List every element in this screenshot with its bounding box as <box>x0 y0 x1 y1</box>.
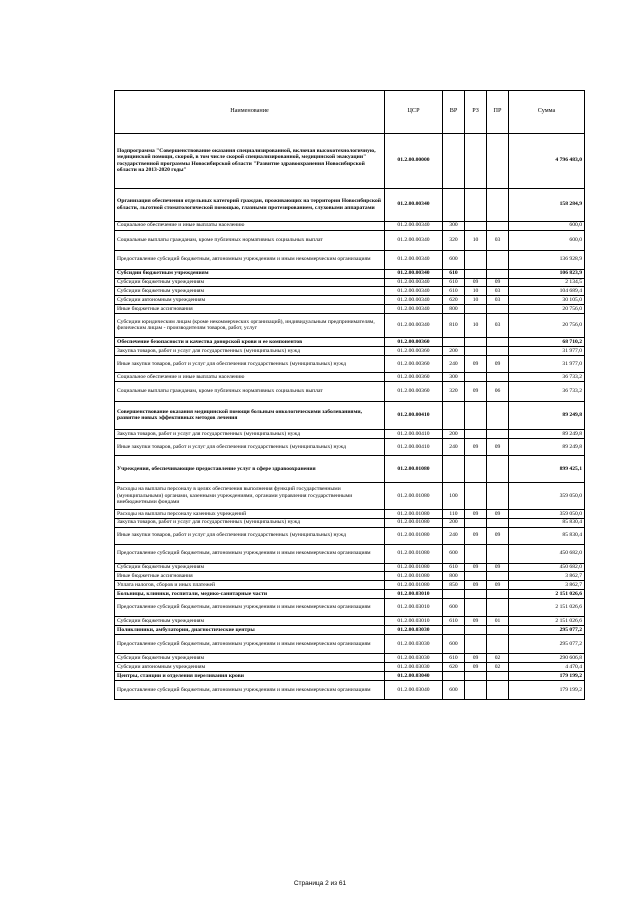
row-rz <box>465 544 487 563</box>
table-row <box>115 381 585 401</box>
row-csr: 01.2.00.00360 <box>385 355 443 372</box>
row-rz: 09 <box>465 438 487 455</box>
row-rz <box>465 671 487 680</box>
row-name: Субсидии бюджетным учреждениям <box>115 269 385 278</box>
table-row <box>115 590 585 599</box>
row-vr <box>443 625 465 634</box>
row-rz: 09 <box>465 563 487 572</box>
table-row <box>115 230 585 250</box>
row-sum: 359 050,0 <box>509 482 585 509</box>
row-pr <box>487 429 509 438</box>
row-rz: 09 <box>465 509 487 518</box>
row-rz <box>465 482 487 509</box>
row-rz: 10 <box>465 296 487 305</box>
row-vr: 620 <box>443 662 465 671</box>
table-row <box>115 346 585 355</box>
row-rz <box>465 518 487 527</box>
row-vr: 600 <box>443 599 465 617</box>
row-csr: 01.2.00.00340 <box>385 296 443 305</box>
row-pr <box>487 671 509 680</box>
table-row <box>115 625 585 634</box>
row-sum: 4 470,4 <box>509 662 585 671</box>
row-name: Субсидии бюджетным учреждениям <box>115 617 385 626</box>
row-sum: 295 077,2 <box>509 625 585 634</box>
row-csr: 01.2.00.01080 <box>385 509 443 518</box>
row-pr <box>487 599 509 617</box>
row-rz <box>465 572 487 581</box>
row-vr: 610 <box>443 287 465 296</box>
row-sum: 179 199,2 <box>509 680 585 699</box>
row-sum: 85 830,4 <box>509 518 585 527</box>
header-name: Наименование <box>115 91 385 134</box>
row-rz <box>465 305 487 314</box>
row-pr <box>487 572 509 581</box>
row-rz <box>465 133 487 188</box>
row-name: Больницы, клиники, госпитали, медико-санитарные части <box>115 590 385 599</box>
row-vr: 800 <box>443 572 465 581</box>
table-row <box>115 296 585 305</box>
page-number: Страница 2 из 61 <box>293 880 347 887</box>
row-pr <box>487 133 509 188</box>
row-vr: 240 <box>443 527 465 544</box>
row-name: Предоставление субсидий бюджетным, автономным учреждениям и иным некоммерческим организациям <box>115 634 385 653</box>
row-name: Иные бюджетные ассигнования <box>115 572 385 581</box>
row-name: Предоставление субсидий бюджетным, автономным учреждениям и иным некоммерческим организациям <box>115 680 385 699</box>
row-sum: 2 151 026,6 <box>509 590 585 599</box>
row-sum: 31 977,0 <box>509 346 585 355</box>
row-csr: 01.2.00.03010 <box>385 617 443 626</box>
row-sum: 450 682,0 <box>509 544 585 563</box>
row-sum: 31 977,0 <box>509 355 585 372</box>
row-name: Иные бюджетные ассигнования <box>115 305 385 314</box>
table-row <box>115 278 585 287</box>
header-pr: ПР <box>487 91 509 134</box>
row-vr: 800 <box>443 305 465 314</box>
row-pr <box>487 188 509 221</box>
table-row <box>115 313 585 337</box>
row-sum: 359 050,0 <box>509 509 585 518</box>
row-rz <box>465 269 487 278</box>
row-csr: 01.2.00.00340 <box>385 230 443 250</box>
row-name: Подпрограмма "Совершенствование оказания специализированной, включая высокотехнологичную, медицинской помощи, скорой, в том числе скорой специализированной, медицинской эвакуации" государственной программы Новосибирской области "Развитие здравоохранения Новосибирской области на 2013-2020 годы" <box>115 133 385 188</box>
row-csr: 01.2.00.01080 <box>385 527 443 544</box>
row-csr: 01.2.00.00340 <box>385 313 443 337</box>
row-csr: 01.2.00.00340 <box>385 269 443 278</box>
row-sum: 104 689,4 <box>509 287 585 296</box>
table-row <box>115 581 585 590</box>
row-name: Уплата налогов, сборов и иных платежей <box>115 581 385 590</box>
row-pr <box>487 482 509 509</box>
row-rz <box>465 429 487 438</box>
table-row <box>115 572 585 581</box>
row-name: Расходы на выплаты персоналу в целях обеспечения выполнения функций государственными (муниципальными) органами, казенными учреждениями, органами управления государственными внебюджетными фондами <box>115 482 385 509</box>
table-row <box>115 287 585 296</box>
row-name: Обеспечение безопасности и качества донорской крови и ее компонентов <box>115 337 385 346</box>
row-name: Субсидии бюджетным учреждениям <box>115 563 385 572</box>
row-rz: 09 <box>465 581 487 590</box>
row-vr: 610 <box>443 653 465 662</box>
row-name: Предоставление субсидий бюджетным, автономным учреждениям и иным некоммерческим организациям <box>115 544 385 563</box>
row-rz <box>465 250 487 269</box>
table-row <box>115 269 585 278</box>
row-rz <box>465 680 487 699</box>
row-sum: 20 756,0 <box>509 313 585 337</box>
row-name: Субсидии бюджетным учреждениям <box>115 287 385 296</box>
row-vr: 320 <box>443 381 465 401</box>
table-header-row <box>115 91 585 134</box>
table-row <box>115 617 585 626</box>
row-sum: 36 733,2 <box>509 372 585 381</box>
row-csr: 01.2.00.03010 <box>385 590 443 599</box>
row-vr: 110 <box>443 509 465 518</box>
row-name: Предоставление субсидий бюджетным, автономным учреждениям и иным некоммерческим организациям <box>115 250 385 269</box>
row-csr: 01.2.00.00340 <box>385 278 443 287</box>
row-name: Организация обеспечения отдельных категорий граждан, проживающих на территории Новосибирской области, льготной стоматологической помощью, глазными протезированием, слуховыми аппаратами <box>115 188 385 221</box>
row-rz <box>465 455 487 482</box>
row-csr: 01.2.00.00360 <box>385 372 443 381</box>
row-csr: 01.2.00.03030 <box>385 653 443 662</box>
row-vr <box>443 401 465 429</box>
row-name: Иные закупки товаров, работ и услуг для обеспечения государственных (муниципальных) нужд <box>115 355 385 372</box>
table-row <box>115 634 585 653</box>
row-sum: 20 756,0 <box>509 305 585 314</box>
row-sum: 600,0 <box>509 230 585 250</box>
row-pr: 09 <box>487 355 509 372</box>
table-row <box>115 355 585 372</box>
table-row <box>115 544 585 563</box>
row-sum: 2 151 026,6 <box>509 617 585 626</box>
header-vr: ВР <box>443 91 465 134</box>
row-rz: 10 <box>465 230 487 250</box>
table-row <box>115 509 585 518</box>
row-vr: 200 <box>443 518 465 527</box>
row-rz <box>465 599 487 617</box>
row-name: Предоставление субсидий бюджетным, автономным учреждениям и иным некоммерческим организациям <box>115 599 385 617</box>
table-row <box>115 455 585 482</box>
row-sum: 3 862,7 <box>509 572 585 581</box>
row-vr: 850 <box>443 581 465 590</box>
row-pr <box>487 221 509 230</box>
row-pr <box>487 372 509 381</box>
row-name: Иные закупки товаров, работ и услуг для обеспечения государственных (муниципальных) нужд <box>115 527 385 544</box>
row-vr: 240 <box>443 355 465 372</box>
row-rz <box>465 337 487 346</box>
row-sum: 3 862,7 <box>509 581 585 590</box>
table-row <box>115 133 585 188</box>
row-rz <box>465 625 487 634</box>
table-row <box>115 563 585 572</box>
row-csr: 01.2.00.03040 <box>385 680 443 699</box>
row-rz <box>465 221 487 230</box>
row-name: Закупка товаров, работ и услуг для государственных (муниципальных) нужд <box>115 346 385 355</box>
row-rz <box>465 590 487 599</box>
row-rz <box>465 634 487 653</box>
table-row <box>115 337 585 346</box>
row-rz <box>465 372 487 381</box>
row-csr: 01.2.00.03010 <box>385 599 443 617</box>
row-vr <box>443 188 465 221</box>
row-name: Социальные выплаты гражданам, кроме публичных нормативных социальных выплат <box>115 381 385 401</box>
header-rz: РЗ <box>465 91 487 134</box>
row-sum: 136 928,9 <box>509 250 585 269</box>
row-pr: 02 <box>487 653 509 662</box>
row-sum: 295 077,2 <box>509 634 585 653</box>
row-name: Субсидии юридическим лицам (кроме некоммерческих организаций), индивидуальным предпринимателям, физическим лицам - производителям товаров, работ, услуг <box>115 313 385 337</box>
row-csr: 01.2.00.01080 <box>385 572 443 581</box>
row-csr: 01.2.00.03030 <box>385 634 443 653</box>
row-pr: 03 <box>487 230 509 250</box>
row-sum: 36 733,2 <box>509 381 585 401</box>
row-name: Субсидии бюджетным учреждениям <box>115 653 385 662</box>
row-name: Закупка товаров, работ и услуг для государственных (муниципальных) нужд <box>115 429 385 438</box>
row-name: Социальные выплаты гражданам, кроме публичных нормативных социальных выплат <box>115 230 385 250</box>
table-row <box>115 221 585 230</box>
table-row <box>115 429 585 438</box>
row-sum: 30 105,0 <box>509 296 585 305</box>
table-row <box>115 662 585 671</box>
row-pr: 09 <box>487 581 509 590</box>
table-row <box>115 250 585 269</box>
row-rz <box>465 188 487 221</box>
table-row <box>115 599 585 617</box>
row-pr: 09 <box>487 527 509 544</box>
row-vr: 610 <box>443 269 465 278</box>
row-csr: 01.2.00.01080 <box>385 455 443 482</box>
row-rz <box>465 346 487 355</box>
table-row <box>115 401 585 429</box>
row-pr <box>487 250 509 269</box>
row-rz: 09 <box>465 653 487 662</box>
row-pr: 09 <box>487 563 509 572</box>
row-rz: 09 <box>465 355 487 372</box>
row-sum: 290 606,8 <box>509 653 585 662</box>
row-vr: 320 <box>443 230 465 250</box>
row-name: Социальное обеспечение и иные выплаты населению <box>115 372 385 381</box>
row-vr: 600 <box>443 680 465 699</box>
row-pr <box>487 401 509 429</box>
row-vr: 100 <box>443 482 465 509</box>
row-pr: 03 <box>487 296 509 305</box>
row-vr: 600 <box>443 634 465 653</box>
row-rz: 10 <box>465 287 487 296</box>
row-pr: 02 <box>487 662 509 671</box>
table-row <box>115 188 585 221</box>
row-vr: 200 <box>443 429 465 438</box>
row-name: Закупка товаров, работ и услуг для государственных (муниципальных) нужд <box>115 518 385 527</box>
row-pr <box>487 544 509 563</box>
row-vr <box>443 455 465 482</box>
row-name: Совершенствование оказания медицинской помощи больным онкологическими заболеваниями, развитие новых эффективных методов лечения <box>115 401 385 429</box>
row-pr: 09 <box>487 438 509 455</box>
row-vr: 620 <box>443 296 465 305</box>
table-row <box>115 680 585 699</box>
row-sum: 106 823,9 <box>509 269 585 278</box>
row-csr: 01.2.00.03040 <box>385 671 443 680</box>
row-csr: 01.2.00.00340 <box>385 287 443 296</box>
row-rz: 09 <box>465 527 487 544</box>
row-pr <box>487 455 509 482</box>
table-row <box>115 518 585 527</box>
row-csr: 01.2.00.01080 <box>385 581 443 590</box>
row-sum: 450 682,0 <box>509 563 585 572</box>
row-name: Субсидии автономным учреждениям <box>115 662 385 671</box>
row-rz: 09 <box>465 617 487 626</box>
row-pr: 09 <box>487 509 509 518</box>
row-csr: 01.2.00.00340 <box>385 305 443 314</box>
row-pr <box>487 625 509 634</box>
row-vr: 610 <box>443 617 465 626</box>
table-row <box>115 527 585 544</box>
row-rz: 09 <box>465 662 487 671</box>
row-csr: 01.2.00.00340 <box>385 188 443 221</box>
row-csr: 01.2.00.00410 <box>385 438 443 455</box>
row-pr: 03 <box>487 287 509 296</box>
row-vr: 240 <box>443 438 465 455</box>
row-sum: 600,0 <box>509 221 585 230</box>
row-sum: 899 425,1 <box>509 455 585 482</box>
row-csr: 01.2.00.03030 <box>385 625 443 634</box>
row-name: Социальное обеспечение и иные выплаты населению <box>115 221 385 230</box>
row-csr: 01.2.00.01080 <box>385 544 443 563</box>
row-vr: 810 <box>443 313 465 337</box>
row-rz: 09 <box>465 278 487 287</box>
row-name: Субсидии автономным учреждениям <box>115 296 385 305</box>
row-sum: 68 710,2 <box>509 337 585 346</box>
row-csr: 01.2.00.00340 <box>385 250 443 269</box>
row-csr: 01.2.00.01080 <box>385 482 443 509</box>
row-csr: 01.2.00.00340 <box>385 221 443 230</box>
table-body <box>115 133 585 699</box>
row-sum: 179 199,2 <box>509 671 585 680</box>
row-name: Центры, станции и отделения переливания крови <box>115 671 385 680</box>
table-row <box>115 671 585 680</box>
row-name: Иные закупки товаров, работ и услуг для обеспечения государственных (муниципальных) нужд <box>115 438 385 455</box>
row-rz: 10 <box>465 313 487 337</box>
row-name: Поликлиники, амбулатории, диагностические центры <box>115 625 385 634</box>
row-vr: 600 <box>443 544 465 563</box>
row-rz: 09 <box>465 381 487 401</box>
row-vr <box>443 133 465 188</box>
row-csr: 01.2.00.00360 <box>385 381 443 401</box>
row-csr: 01.2.00.00410 <box>385 429 443 438</box>
row-name: Расходы на выплаты персоналу казенных учреждений <box>115 509 385 518</box>
row-pr <box>487 305 509 314</box>
row-csr: 01.2.00.00000 <box>385 133 443 188</box>
row-vr: 610 <box>443 278 465 287</box>
row-sum: 2 134,5 <box>509 278 585 287</box>
row-vr: 600 <box>443 250 465 269</box>
table-row <box>115 482 585 509</box>
row-vr: 300 <box>443 221 465 230</box>
row-vr: 610 <box>443 563 465 572</box>
row-csr: 01.2.00.00410 <box>385 401 443 429</box>
row-pr <box>487 346 509 355</box>
row-sum: 89 249,8 <box>509 401 585 429</box>
row-csr: 01.2.00.00360 <box>385 346 443 355</box>
header-sum: Сумма <box>509 91 585 134</box>
row-pr <box>487 680 509 699</box>
row-pr <box>487 590 509 599</box>
table-row <box>115 438 585 455</box>
row-vr <box>443 671 465 680</box>
table-row <box>115 653 585 662</box>
row-csr: 01.2.00.01080 <box>385 563 443 572</box>
row-csr: 01.2.00.00360 <box>385 337 443 346</box>
row-pr <box>487 518 509 527</box>
row-name: Субсидии бюджетным учреждениям <box>115 278 385 287</box>
row-sum: 4 796 483,0 <box>509 133 585 188</box>
budget-table <box>114 90 585 700</box>
row-rz <box>465 401 487 429</box>
row-pr: 06 <box>487 381 509 401</box>
row-vr <box>443 337 465 346</box>
row-name: Учреждения, обеспечивающие предоставление услуг в сфере здравоохранения <box>115 455 385 482</box>
row-csr: 01.2.00.03030 <box>385 662 443 671</box>
row-sum: 85 830,4 <box>509 527 585 544</box>
row-vr: 300 <box>443 372 465 381</box>
row-csr: 01.2.00.01080 <box>385 518 443 527</box>
table-row <box>115 305 585 314</box>
row-pr <box>487 337 509 346</box>
row-sum: 2 151 026,6 <box>509 599 585 617</box>
row-pr <box>487 269 509 278</box>
row-pr <box>487 634 509 653</box>
row-sum: 89 249,8 <box>509 429 585 438</box>
row-vr <box>443 590 465 599</box>
row-sum: 89 249,8 <box>509 438 585 455</box>
table-row <box>115 372 585 381</box>
row-pr: 01 <box>487 617 509 626</box>
row-pr: 03 <box>487 313 509 337</box>
row-sum: 158 284,9 <box>509 188 585 221</box>
header-csr: ЦСР <box>385 91 443 134</box>
row-vr: 200 <box>443 346 465 355</box>
row-pr: 09 <box>487 278 509 287</box>
